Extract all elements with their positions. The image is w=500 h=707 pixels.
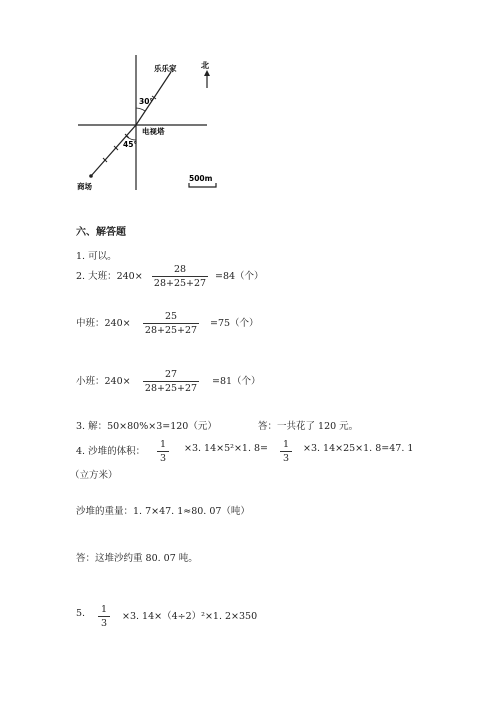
q4-tail-expression: ×3. 14×25×1. 8=47. 1 bbox=[303, 443, 414, 454]
section-title: 六、解答题 bbox=[76, 227, 126, 238]
q5-expression: ×3. 14×（4÷2）²×1. 2×350 bbox=[122, 611, 258, 622]
q2-mid-result: =75（个） bbox=[210, 318, 259, 329]
north-label: 北 bbox=[201, 61, 209, 70]
q4-prefix: 4. 沙堆的体积： bbox=[76, 446, 146, 457]
direction-diagram bbox=[0, 0, 500, 205]
q5-prefix: 5. bbox=[76, 608, 86, 619]
angle-top-label: 30° bbox=[139, 97, 154, 106]
q3-answer: 答：一共花了 120 元。 bbox=[258, 421, 359, 432]
q2-small-denominator: 28+25+27 bbox=[144, 383, 198, 394]
scale-bar bbox=[189, 183, 216, 187]
q4-mid-expression: ×3. 14×5²×1. 8= bbox=[184, 443, 268, 454]
mall-label: 商场 bbox=[77, 182, 92, 191]
angle-arc-top bbox=[136, 108, 145, 111]
q2-mid-denominator: 28+25+27 bbox=[144, 325, 198, 336]
q5-numerator: 1 bbox=[100, 604, 108, 615]
q4-frac2-numerator: 1 bbox=[282, 439, 290, 450]
q2-big-prefix: 2. 大班：240× bbox=[76, 271, 143, 282]
q4-frac1-numerator: 1 bbox=[159, 439, 167, 450]
q2-small-fraction bbox=[143, 368, 199, 395]
q5-fraction bbox=[98, 603, 110, 630]
mall-dot bbox=[89, 174, 93, 178]
home-label: 乐乐家 bbox=[154, 64, 177, 73]
line-to-mall bbox=[91, 125, 136, 176]
tower-label: 电视塔 bbox=[142, 127, 165, 136]
angle-bottom-label: 45° bbox=[123, 140, 138, 149]
q2-small-prefix: 小班：240× bbox=[76, 376, 131, 387]
q4-frac2-denominator: 3 bbox=[282, 453, 290, 464]
q2-small-numerator: 27 bbox=[164, 369, 178, 380]
q4-frac1-denominator: 3 bbox=[159, 453, 167, 464]
q3-solution: 3. 解：50×80%×3=120（元） bbox=[76, 421, 217, 432]
q4-weight: 沙堆的重量：1. 7×47. 1≈80. 07（吨） bbox=[76, 506, 250, 517]
q4-fraction-1 bbox=[157, 438, 169, 465]
q2-mid-numerator: 25 bbox=[164, 311, 178, 322]
q4-fraction-2 bbox=[280, 438, 292, 465]
q2-mid-fraction bbox=[143, 310, 199, 337]
q4-unit: （立方米） bbox=[70, 470, 118, 481]
q2-mid-prefix: 中班：240× bbox=[76, 318, 131, 329]
q5-denominator: 3 bbox=[100, 618, 108, 629]
north-arrow-head bbox=[204, 70, 210, 76]
q4-answer: 答：这堆沙约重 80. 07 吨。 bbox=[76, 553, 198, 564]
q1-answer: 1. 可以。 bbox=[76, 251, 117, 262]
q2-big-result: =84（个） bbox=[215, 271, 264, 282]
scale-label: 500m bbox=[189, 174, 213, 183]
q2-big-fraction bbox=[152, 263, 208, 290]
q2-big-numerator: 28 bbox=[173, 264, 187, 275]
q2-small-result: =81（个） bbox=[212, 376, 261, 387]
q2-big-denominator: 28+25+27 bbox=[153, 278, 207, 289]
